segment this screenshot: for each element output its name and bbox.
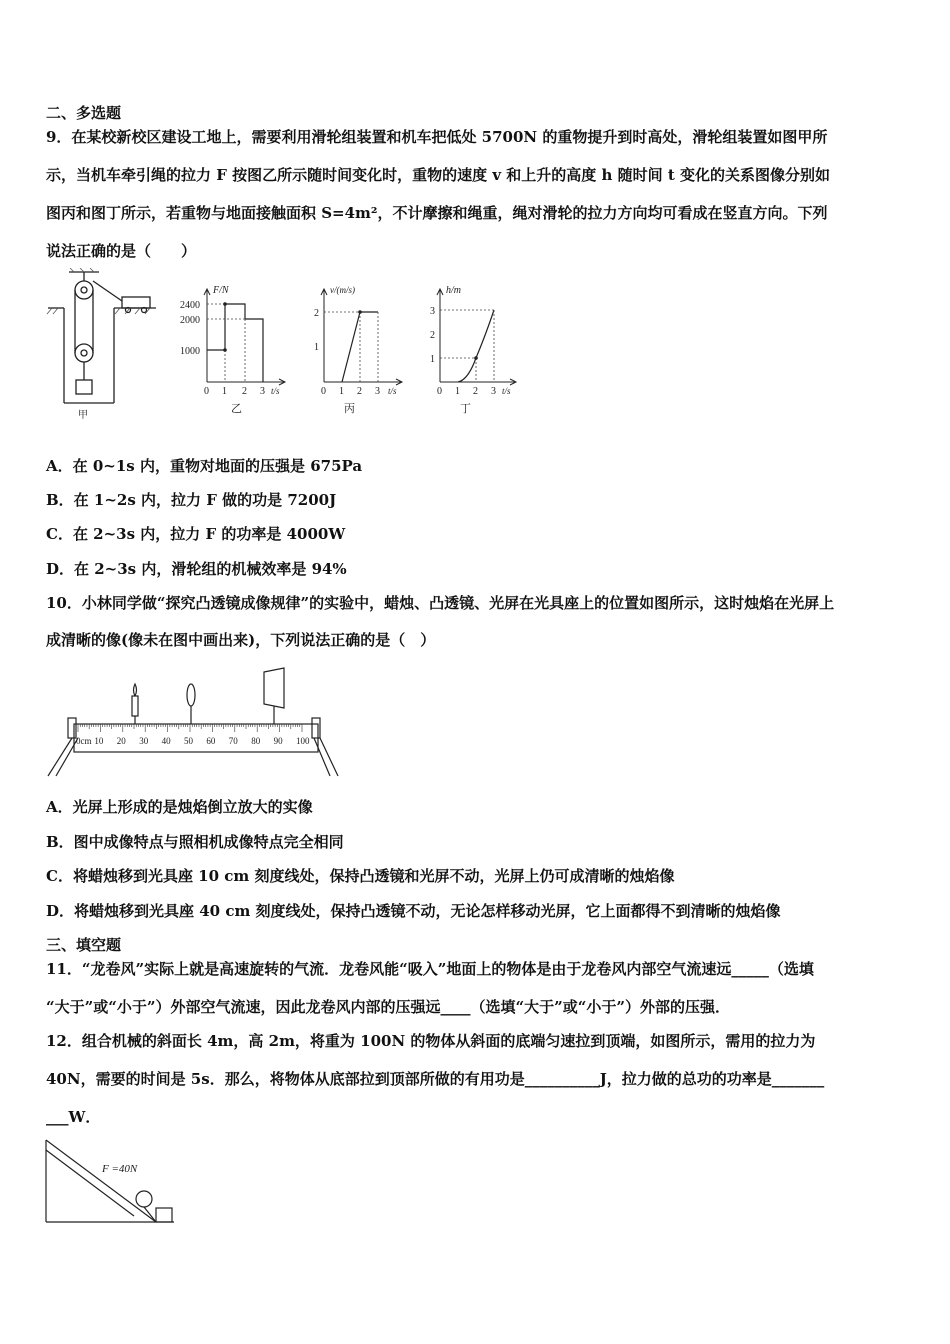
q10-option-a: A．光屏上形成的是烛焰倒立放大的实像 xyxy=(46,798,313,816)
graph-ding-xtick-0: 0 xyxy=(437,386,442,397)
ruler-label: 20 xyxy=(116,736,126,746)
ruler-label: 10 xyxy=(94,736,104,746)
force-label: F =40N xyxy=(102,1163,138,1175)
ruler-label: 70 xyxy=(228,736,238,746)
figure-label-jia: 甲 xyxy=(78,410,88,421)
q11-line-1: 11．“龙卷风”实际上就是高速旋转的气流．龙卷风能“吸入”地面上的物体是由于龙卷风内部空气流速远_____（选填 xyxy=(46,960,814,978)
graph-yi-xtick-3: 3 xyxy=(260,386,265,397)
figure-label-yi: 乙 xyxy=(231,403,242,415)
q9-line-2: 示，当机车牵引绳的拉力 F 按图乙所示随时间变化时，重物的速度 v 和上升的高度 h 随时间 t 变化的关系图像分别如 xyxy=(46,166,830,184)
ruler-label: 80 xyxy=(251,736,261,746)
graph-ding-ytick-1: 1 xyxy=(430,354,435,365)
q9-option-a: A．在 0~1s 内，重物对地面的压强是 675Pa xyxy=(46,457,363,475)
graph-yi-xlabel: t/s xyxy=(271,386,280,396)
graph-bing-ylabel: v/(m/s) xyxy=(330,285,355,295)
q12-line-2: 40N，需要的时间是 5s．那么，将物体从底部拉到顶部所做的有用功是__________J，拉力做的总功的功率是_______ xyxy=(46,1070,825,1088)
graph-bing-xtick-0: 0 xyxy=(321,386,326,397)
graph-yi-xtick-0: 0 xyxy=(204,386,209,397)
q10-option-c: C．将蜡烛移到光具座 10 cm 刻度线处，保持凸透镜和光屏不动，光屏上仍可成清晰的烛焰像 xyxy=(46,867,675,885)
graph-bing-xtick-3: 3 xyxy=(375,386,380,397)
ruler-label: 60 xyxy=(206,736,216,746)
graph-ding-xtick-1: 1 xyxy=(455,386,460,397)
figure-label-bing: 丙 xyxy=(344,403,355,415)
ruler-label: 50 xyxy=(184,736,193,746)
graph-bing-ytick-2: 2 xyxy=(314,308,319,319)
ruler-label: 100 xyxy=(296,736,310,746)
q9-line-1: 9．在某校新校区建设工地上，需要利用滑轮组装置和机车把低处 5700N 的重物提升到时高处，滑轮组装置如图甲所 xyxy=(46,128,828,146)
optical-bench-figure xyxy=(44,664,344,782)
graph-bing-xlabel: t/s xyxy=(388,386,397,396)
graph-ding-ytick-3: 3 xyxy=(430,306,435,317)
force-time-graph-yi xyxy=(175,282,295,417)
pulley-figure-jia xyxy=(44,268,164,423)
q10-option-d: D．将蜡烛移到光具座 40 cm 刻度线处，保持凸透镜不动，无论怎样移动光屏，它上面都得不到清晰的烛焰像 xyxy=(46,902,781,920)
graph-ding-xtick-2: 2 xyxy=(473,386,478,397)
q9-option-c: C．在 2~3s 内，拉力 F 的功率是 4000W xyxy=(46,525,346,543)
graph-yi-ytick-1000: 1000 xyxy=(180,346,200,357)
ruler-label: 40 xyxy=(161,736,171,746)
graph-ding-ylabel: h/m xyxy=(446,285,461,296)
ruler-label: 30 xyxy=(139,736,149,746)
graph-bing-xtick-2: 2 xyxy=(357,386,362,397)
section-title-fill-blank: 三、填空题 xyxy=(46,936,122,954)
q10-line-1: 10．小林同学做“探究凸透镜成像规律”的实验中，蜡烛、凸透镜、光屏在光具座上的位置如图所示，这时烛焰在光屏上 xyxy=(46,594,835,612)
q10-option-b: B．图中成像特点与照相机成像特点完全相同 xyxy=(46,833,344,851)
q9-line-4: 说法正确的是（ ） xyxy=(46,242,197,260)
q12-line-1: 12．组合机械的斜面长 4m，高 2m，将重为 100N 的物体从斜面的底端匀速拉到顶端，如图所示，需用的拉力为 xyxy=(46,1032,816,1050)
graph-ding-xtick-3: 3 xyxy=(491,386,496,397)
q10-line-2: 成清晰的像(像未在图中画出来)，下列说法正确的是（ ） xyxy=(46,631,436,649)
q12-line-3: ___W． xyxy=(46,1108,101,1126)
q9-option-b: B．在 1~2s 内，拉力 F 做的功是 7200J xyxy=(46,491,337,509)
section-title-multiple-choice: 二、多选题 xyxy=(46,104,122,122)
graph-yi-xtick-1: 1 xyxy=(222,386,227,397)
graph-yi-ylabel: F/N xyxy=(213,285,229,296)
figure-label-ding: 丁 xyxy=(460,403,471,415)
graph-bing-ytick-1: 1 xyxy=(314,342,319,353)
incline-figure xyxy=(44,1136,179,1228)
graph-ding-ytick-2: 2 xyxy=(430,330,435,341)
height-time-graph-ding xyxy=(416,282,531,417)
q9-line-3: 图丙和图丁所示，若重物与地面接触面积 S=4m²，不计摩擦和绳重，绳对滑轮的拉力方向均可看成在竖直方向。下列 xyxy=(46,204,828,222)
graph-yi-ytick-2400: 2400 xyxy=(180,300,200,311)
ruler-label: 90 xyxy=(273,736,283,746)
graph-bing-xtick-1: 1 xyxy=(339,386,344,397)
q11-line-2: “大于”或“小于”）外部空气流速，因此龙卷风内部的压强远____（选填“大于”或“小于”）外部的压强． xyxy=(46,998,731,1016)
q9-option-d: D．在 2~3s 内，滑轮组的机械效率是 94% xyxy=(46,560,347,578)
graph-ding-xlabel: t/s xyxy=(502,386,511,396)
ruler-label: 0cm xyxy=(76,736,92,746)
velocity-time-graph-bing xyxy=(300,282,415,417)
graph-yi-xtick-2: 2 xyxy=(242,386,247,397)
graph-yi-ytick-2000: 2000 xyxy=(180,315,200,326)
